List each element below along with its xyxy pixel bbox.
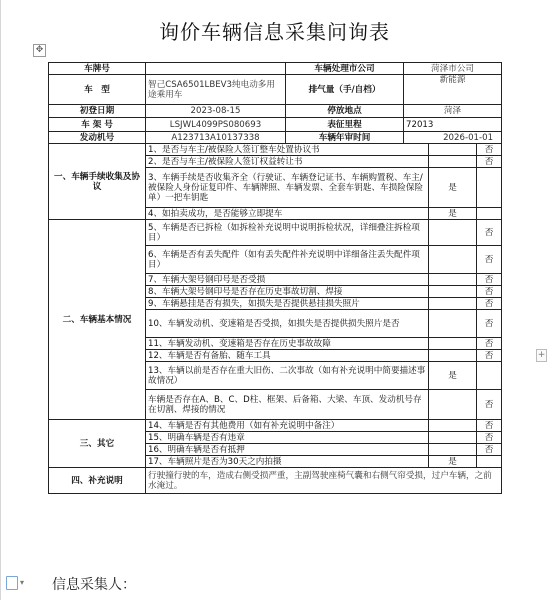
answer-no[interactable]: 否 xyxy=(477,338,502,350)
question-text: 4、如拍卖成功，是否能够立即提车 xyxy=(146,208,429,220)
section-other-label: 三、其它 xyxy=(49,420,146,468)
section-vehicle-condition-label: 二、车辆基本情况 xyxy=(49,220,146,420)
annual-inspection-value[interactable]: 2026-01-01 xyxy=(404,132,502,144)
question-text: 13、车辆以前是否存在重大旧伤、二次事故（如有补充说明中简要描述事故情况） xyxy=(146,362,429,390)
odometer-value[interactable]: 72013 xyxy=(404,118,502,132)
row-vin xyxy=(49,118,502,132)
question-text: 10、车辆发动机、变速箱是否受损，如损失是否提供损失照片是否 xyxy=(146,310,429,338)
answer-yes[interactable] xyxy=(429,246,477,274)
answer-no[interactable]: 否 xyxy=(477,274,502,286)
answer-no[interactable]: 否 xyxy=(477,246,502,274)
answer-yes[interactable] xyxy=(429,144,477,156)
answer-yes[interactable]: 是 xyxy=(429,456,477,468)
question-text: 17、车辆照片是否为30天之内拍摄 xyxy=(146,456,429,468)
chevron-down-icon[interactable]: ▾ xyxy=(20,578,25,587)
engine-number-label: 发动机号 xyxy=(49,132,146,144)
handling-company-value[interactable]: 菏泽市公司 xyxy=(404,63,502,75)
table-row xyxy=(49,468,502,494)
answer-no[interactable]: 否 xyxy=(477,298,502,310)
answer-no[interactable]: 否 xyxy=(477,432,502,444)
answer-no[interactable]: 否 xyxy=(477,310,502,338)
section-remarks-label: 四、补充说明 xyxy=(49,468,146,494)
question-text: 11、车辆发动机、变速箱是否存在历史事故故障 xyxy=(146,338,429,350)
answer-yes[interactable] xyxy=(429,274,477,286)
answer-yes[interactable]: 是 xyxy=(429,168,477,208)
annual-inspection-label: 车辆年审时间 xyxy=(286,132,404,144)
question-text: 9、车辆悬挂是否有损失，如损失是否提供悬挂损失照片 xyxy=(146,298,429,310)
answer-yes[interactable] xyxy=(429,444,477,456)
answer-no[interactable]: 否 xyxy=(477,420,502,432)
model-label: 车 型 xyxy=(49,75,146,105)
question-text: 6、车辆是否有丢失配件（如有丢失配件补充说明中详细备注丢失配件项目） xyxy=(146,246,429,274)
parking-location-label: 停放地点 xyxy=(286,105,404,118)
engine-number-value[interactable]: A123713A10137338 xyxy=(146,132,286,144)
answer-no[interactable]: 否 xyxy=(477,350,502,362)
table-row xyxy=(49,420,502,432)
parking-location-value[interactable]: 菏泽 xyxy=(404,105,502,118)
document-title: 询价车辆信息采集问询表 xyxy=(159,20,390,44)
answer-yes[interactable] xyxy=(429,220,477,246)
answer-no[interactable]: 否 xyxy=(477,144,502,156)
inquiry-form-table xyxy=(48,62,502,494)
answer-no[interactable]: 否 xyxy=(477,220,502,246)
question-text: 5、车辆是否已拆检（如拆检补充说明中说明拆检状况，详细叠注拆检项目） xyxy=(146,220,429,246)
row-registration xyxy=(49,105,502,118)
section-procedures-label: 一、车辆手续收集及协议 xyxy=(49,144,146,220)
remarks-text[interactable]: 行驶撞行驶的车，造成右侧受损严重，主副驾驶座椅气囊和右侧气帘受损，过户车辆，之前水淹过。 xyxy=(146,468,502,494)
answer-yes[interactable]: 是 xyxy=(429,362,477,390)
transmission-label: 排气量（手/自档） xyxy=(286,75,404,105)
answer-yes[interactable] xyxy=(429,310,477,338)
question-text: 12、车辆是否有备胎、随车工具 xyxy=(146,350,429,362)
question-text: 车辆是否存在A、B、C、D柱、框架、后备箱、大梁、车顶、发动机号存在切割、焊接的情况 xyxy=(146,390,429,420)
answer-yes[interactable] xyxy=(429,156,477,168)
answer-no[interactable] xyxy=(477,208,502,220)
handling-company-label: 车辆处理市公司 xyxy=(286,63,404,75)
question-text: 2、是否与车主/被保险人签订权益转让书 xyxy=(146,156,429,168)
add-row-marker-icon[interactable]: + xyxy=(537,350,546,360)
question-text: 3、车辆手续是否收集齐全（行驶证、车辆登记证书、车辆购置税、车主/被保险人身份证复印件、车辆牌照、车辆发票、全套车钥匙、车损险保险单）一把车钥匙 xyxy=(146,168,429,208)
answer-yes[interactable] xyxy=(429,432,477,444)
answer-yes[interactable] xyxy=(429,298,477,310)
answer-yes[interactable] xyxy=(429,390,477,420)
plate-value[interactable] xyxy=(146,63,286,75)
answer-no[interactable] xyxy=(477,362,502,390)
table-row xyxy=(49,220,502,246)
question-text: 16、明确车辆是否有抵押 xyxy=(146,444,429,456)
odometer-label: 表征里程 xyxy=(286,118,404,132)
collector-label: 信息采集人： xyxy=(52,577,136,593)
answer-no[interactable]: 否 xyxy=(477,390,502,420)
answer-yes[interactable] xyxy=(429,286,477,298)
answer-no[interactable]: 否 xyxy=(477,444,502,456)
row-model xyxy=(49,75,502,105)
registration-date-label: 初登日期 xyxy=(49,105,146,118)
plate-label: 车牌号 xyxy=(49,63,146,75)
window-left-edge xyxy=(0,0,1,600)
answer-no[interactable] xyxy=(477,456,502,468)
answer-yes[interactable] xyxy=(429,420,477,432)
question-text: 15、明确车辆是否有违章 xyxy=(146,432,429,444)
document-status-icon[interactable] xyxy=(6,576,18,590)
row-plate xyxy=(49,63,502,75)
answer-no[interactable]: 否 xyxy=(477,286,502,298)
vin-label: 车 架 号 xyxy=(49,118,146,132)
answer-yes[interactable] xyxy=(429,350,477,362)
row-engine xyxy=(49,132,502,144)
answer-yes[interactable]: 是 xyxy=(429,208,477,220)
model-value[interactable]: 智己CSA6501LBEV3纯电动多用途乘用车 xyxy=(146,75,286,105)
question-text: 7、车辆大架号钢印号是否受损 xyxy=(146,274,429,286)
answer-yes[interactable] xyxy=(429,338,477,350)
table-move-handle-icon[interactable]: ✥ xyxy=(33,44,46,57)
question-text: 14、车辆是否有其他费用（如有补充说明中备注） xyxy=(146,420,429,432)
answer-no[interactable]: 否 xyxy=(477,156,502,168)
transmission-value[interactable]: 新能源 xyxy=(404,75,502,105)
question-text: 8、车辆大架号钢印号是否存在历史事故切割、焊接 xyxy=(146,286,429,298)
registration-date-value[interactable]: 2023-08-15 xyxy=(146,105,286,118)
vin-value[interactable]: LSJWL4099PS080693 xyxy=(146,118,286,132)
table-row xyxy=(49,144,502,156)
answer-no[interactable] xyxy=(477,168,502,208)
question-text: 1、是否与车主/被保险人签订整车处置协议书 xyxy=(146,144,429,156)
